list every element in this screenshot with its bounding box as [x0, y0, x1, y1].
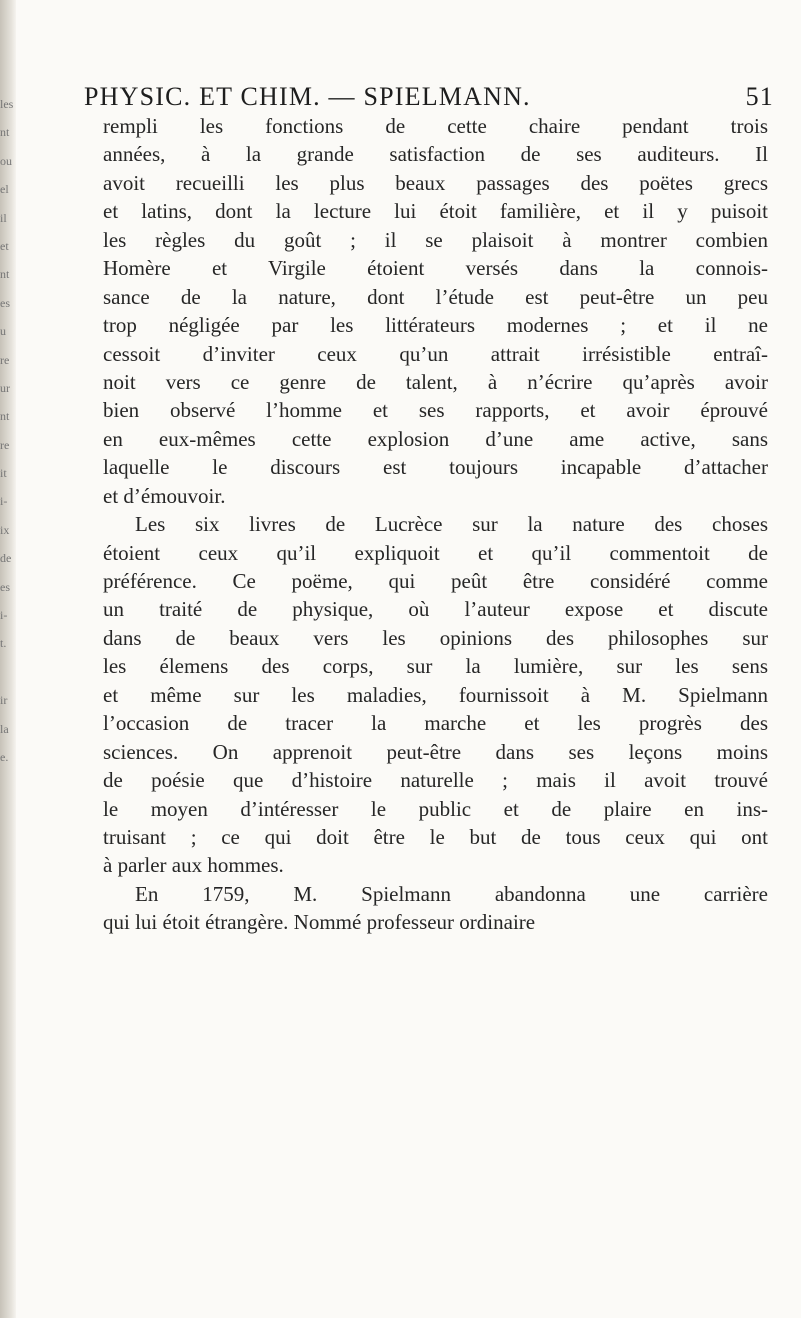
margin-fragment: t. [0, 636, 7, 651]
text-line: préférence. Ce poëme, qui peût être considéré comme [103, 569, 768, 593]
margin-fragment: re [0, 437, 10, 452]
text-line: sance de la nature, dont l’étude est peut-être un peu [103, 284, 768, 309]
margin-fragment [0, 800, 14, 828]
margin-fragment [0, 658, 14, 686]
text-line: les élemens des corps, sur la lumière, sur les sens [103, 654, 768, 679]
page-number: 51 [745, 82, 774, 111]
text-line: les règles du goût ; il se plaisoit à montrer combien [103, 227, 768, 252]
margin-fragment: e. [0, 749, 9, 764]
text-line: laquelle le discours est toujours incapable d’attacher [103, 455, 768, 480]
text-line: cessoit d’inviter ceux qu’un attrait irrésistible entraî- [103, 341, 768, 366]
margin-fragment: ur [0, 380, 10, 395]
text-line: avoit recueilli les plus beaux passages des poëtes grecs [103, 170, 768, 195]
margin-fragment: nt [0, 125, 10, 140]
adjacent-page-fragments [0, 90, 14, 857]
margin-fragment: es [0, 295, 10, 310]
margin-fragment: il [0, 210, 7, 225]
margin-fragment: de [0, 551, 12, 566]
margin-fragment: ou [0, 153, 12, 168]
margin-fragment: ix [0, 522, 10, 537]
text-line: bien observé l’homme et ses rapports, et avoir éprouvé [103, 398, 768, 423]
text-line: sciences. On apprenoit peut-être dans ses leçons moins [103, 739, 768, 764]
running-title: PHYSIC. ET CHIM. — SPIELMANN. [84, 82, 531, 111]
text-line: et latins, dont la lecture lui étoit familière, et il y puisoit [103, 199, 768, 224]
margin-fragment: i- [0, 494, 8, 509]
body-text [103, 112, 768, 937]
text-line: années, à la grande satisfaction de ses auditeurs. Il [103, 142, 768, 167]
margin-fragment: et [0, 238, 9, 253]
margin-fragment: el [0, 182, 9, 197]
text-line: le moyen d’intéresser le public et de plaire en ins- [103, 796, 768, 821]
margin-fragment: i- [0, 608, 8, 623]
text-line: noit vers ce genre de talent, à n’écrire qu’après avoir [103, 369, 768, 394]
text-line: dans de beaux vers les opinions des philosophes sur [103, 625, 768, 650]
margin-fragment [0, 771, 14, 799]
margin-fragment: les [0, 97, 14, 111]
text-line: Homère et Virgile étoient versés dans la connois- [103, 256, 768, 281]
text-line: et d’émouvoir. [103, 483, 226, 508]
margin-fragment: it [0, 466, 7, 481]
text-line: l’occasion de tracer la marche et les progrès des [103, 711, 768, 736]
text-line: Les six livres de Lucrèce sur la nature des choses [135, 512, 768, 537]
text-line: à parler aux hommes. [103, 853, 284, 878]
margin-fragment [0, 828, 14, 856]
text-line: qui lui étoit étrangère. Nommé professeur ordinaire [103, 910, 536, 935]
margin-fragment: la [0, 721, 9, 736]
text-line: de poésie que d’histoire naturelle ; mais il avoit trouvé [103, 768, 768, 793]
text-line: en eux-mêmes cette explosion d’une ame active, sans [103, 426, 768, 451]
text-line: trop négligée par les littérateurs modernes ; et il ne [103, 313, 768, 338]
text-line: et même sur les maladies, fournissoit à M. Spielmann [103, 682, 768, 707]
text-line: étoient ceux qu’il expliquoit et qu’il commentoit de [103, 540, 768, 565]
text-line: En 1759, M. Spielmann abandonna une carrière [135, 881, 768, 906]
margin-fragment: re [0, 352, 10, 367]
margin-fragment: nt [0, 267, 10, 282]
text-line: un traité de physique, où l’auteur expose et discute [103, 597, 768, 622]
margin-fragment: nt [0, 409, 10, 424]
text-line: rempli les fonctions de cette chaire pendant trois [103, 114, 768, 138]
running-header [84, 82, 774, 112]
margin-fragment: ir [0, 693, 8, 708]
margin-fragment: es [0, 579, 10, 594]
text-line: truisant ; ce qui doit être le but de tous ceux qui ont [103, 824, 768, 849]
margin-fragment: u [0, 324, 6, 339]
